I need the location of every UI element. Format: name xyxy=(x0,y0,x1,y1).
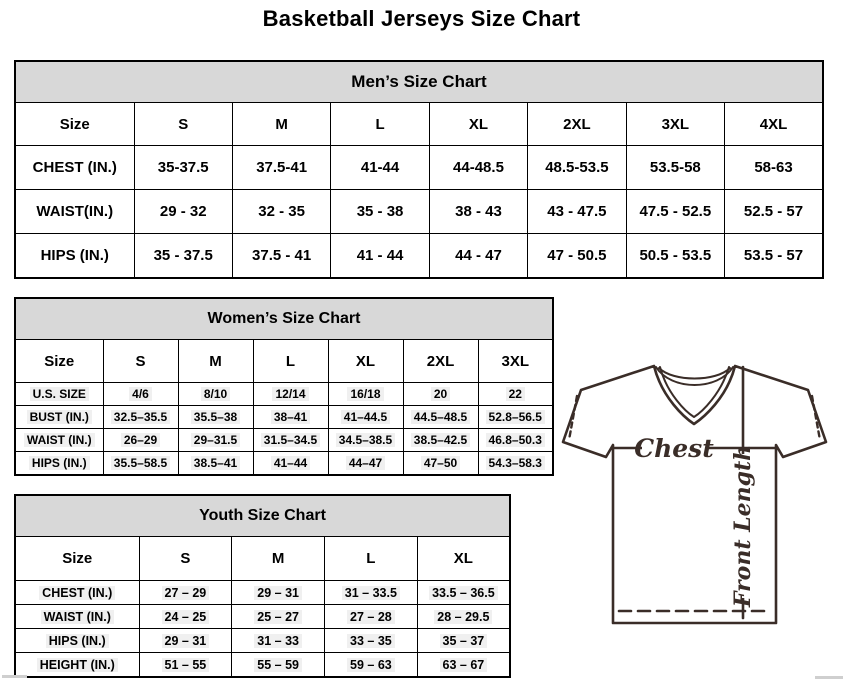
cell: 47–50 xyxy=(403,452,478,476)
column-header: L xyxy=(325,537,418,581)
cell: 34.5–38.5 xyxy=(328,429,403,452)
cell: 41–44.5 xyxy=(328,406,403,429)
column-header: S xyxy=(139,537,232,581)
column-header: M xyxy=(232,103,330,146)
cell: 55 – 59 xyxy=(232,653,325,678)
cell: 33 – 35 xyxy=(325,629,418,653)
row-label: CHEST (IN.) xyxy=(15,146,134,190)
table-row xyxy=(15,452,553,476)
cell: 35.5–58.5 xyxy=(103,452,178,476)
collar-back-arc-inner xyxy=(659,368,730,379)
cell: 41-44 xyxy=(331,146,429,190)
column-header: XL xyxy=(429,103,527,146)
table-title: Women’s Size Chart xyxy=(15,298,553,340)
cell: 54.3–58.3 xyxy=(478,452,553,476)
jersey-outline xyxy=(563,366,826,623)
table-row xyxy=(15,406,553,429)
cell: 37.5 - 41 xyxy=(232,234,330,279)
column-header: S xyxy=(134,103,232,146)
column-header: 2XL xyxy=(528,103,626,146)
cell: 63 – 67 xyxy=(417,653,510,678)
cell: 35 - 37.5 xyxy=(134,234,232,279)
cell: 20 xyxy=(403,383,478,406)
cell: 51 – 55 xyxy=(139,653,232,678)
cell: 47 - 50.5 xyxy=(528,234,626,279)
cell: 29 – 31 xyxy=(139,629,232,653)
column-header: XL xyxy=(328,340,403,383)
table-row xyxy=(15,234,823,279)
cell: 31 – 33.5 xyxy=(325,581,418,605)
cell: 58-63 xyxy=(725,146,823,190)
cell: 43 - 47.5 xyxy=(528,190,626,234)
column-header: 4XL xyxy=(725,103,823,146)
table-row xyxy=(15,429,553,452)
row-label: CHEST (IN.) xyxy=(15,581,139,605)
column-header: S xyxy=(103,340,178,383)
cell: 4/6 xyxy=(103,383,178,406)
cell: 29 – 31 xyxy=(232,581,325,605)
table-row xyxy=(15,629,510,653)
table-row xyxy=(15,146,823,190)
column-header-row xyxy=(15,340,553,383)
column-header-row xyxy=(15,103,823,146)
cell: 12/14 xyxy=(253,383,328,406)
cell: 35.5–38 xyxy=(178,406,253,429)
jersey-diagram xyxy=(553,360,843,662)
cell: 48.5-53.5 xyxy=(528,146,626,190)
cell: 33.5 – 36.5 xyxy=(417,581,510,605)
table-row xyxy=(15,190,823,234)
row-label: BUST (IN.) xyxy=(15,406,103,429)
column-header-row xyxy=(15,537,510,581)
cell: 32.5–35.5 xyxy=(103,406,178,429)
jersey-svg xyxy=(553,360,843,662)
cell: 27 – 28 xyxy=(325,605,418,629)
row-label: WAIST (IN.) xyxy=(15,605,139,629)
front-length-label: Front Length xyxy=(730,444,756,608)
cell: 38.5–42.5 xyxy=(403,429,478,452)
cell: 31 – 33 xyxy=(232,629,325,653)
cell: 28 – 29.5 xyxy=(417,605,510,629)
row-label: HEIGHT (IN.) xyxy=(15,653,139,678)
column-header: 3XL xyxy=(478,340,553,383)
column-header: L xyxy=(253,340,328,383)
cell: 16/18 xyxy=(328,383,403,406)
row-label: HIPS (IN.) xyxy=(15,629,139,653)
cell: 52.8–56.5 xyxy=(478,406,553,429)
cell: 44-48.5 xyxy=(429,146,527,190)
column-header: Size xyxy=(15,103,134,146)
cell: 25 – 27 xyxy=(232,605,325,629)
row-label: U.S. SIZE xyxy=(15,383,103,406)
row-label: HIPS (IN.) xyxy=(15,452,103,476)
table-row xyxy=(15,383,553,406)
cell: 44.5–48.5 xyxy=(403,406,478,429)
column-header: L xyxy=(331,103,429,146)
collar-back-arc-outer xyxy=(656,367,733,385)
cell: 59 – 63 xyxy=(325,653,418,678)
cell: 8/10 xyxy=(178,383,253,406)
cell: 38 - 43 xyxy=(429,190,527,234)
cell: 32 - 35 xyxy=(232,190,330,234)
table-row xyxy=(15,605,510,629)
column-header: M xyxy=(178,340,253,383)
row-label: WAIST (IN.) xyxy=(15,429,103,452)
cell: 29 - 32 xyxy=(134,190,232,234)
column-header: 3XL xyxy=(626,103,724,146)
chest-label: Chest xyxy=(634,434,714,463)
cell: 38.5–41 xyxy=(178,452,253,476)
column-header: Size xyxy=(15,537,139,581)
cell: 50.5 - 53.5 xyxy=(626,234,724,279)
cell: 41–44 xyxy=(253,452,328,476)
page-title: Basketball Jerseys Size Chart xyxy=(262,6,581,31)
table-title-row xyxy=(15,298,553,340)
cell: 38–41 xyxy=(253,406,328,429)
table-row xyxy=(15,653,510,678)
cell: 47.5 - 52.5 xyxy=(626,190,724,234)
column-header: 2XL xyxy=(403,340,478,383)
cell: 26–29 xyxy=(103,429,178,452)
cell: 27 – 29 xyxy=(139,581,232,605)
cell: 35 - 38 xyxy=(331,190,429,234)
cell: 46.8–50.3 xyxy=(478,429,553,452)
cell: 44–47 xyxy=(328,452,403,476)
cell: 37.5-41 xyxy=(232,146,330,190)
cell: 53.5 - 57 xyxy=(725,234,823,279)
column-header: Size xyxy=(15,340,103,383)
cell: 53.5-58 xyxy=(626,146,724,190)
womens-size-table xyxy=(14,297,554,476)
table-title: Youth Size Chart xyxy=(15,495,510,537)
row-label: WAIST(IN.) xyxy=(15,190,134,234)
youth-size-table xyxy=(14,494,511,678)
table-title-row xyxy=(15,61,823,103)
cell: 44 - 47 xyxy=(429,234,527,279)
cell: 24 – 25 xyxy=(139,605,232,629)
cell: 41 - 44 xyxy=(331,234,429,279)
scrollbar-fragment-left xyxy=(2,675,27,678)
table-row xyxy=(15,581,510,605)
cell: 29–31.5 xyxy=(178,429,253,452)
cell: 22 xyxy=(478,383,553,406)
mens-size-table xyxy=(14,60,824,279)
column-header: XL xyxy=(417,537,510,581)
column-header: M xyxy=(232,537,325,581)
cell: 52.5 - 57 xyxy=(725,190,823,234)
cell: 31.5–34.5 xyxy=(253,429,328,452)
cell: 35-37.5 xyxy=(134,146,232,190)
table-title-row xyxy=(15,495,510,537)
row-label: HIPS (IN.) xyxy=(15,234,134,279)
table-title: Men’s Size Chart xyxy=(15,61,823,103)
cell: 35 – 37 xyxy=(417,629,510,653)
